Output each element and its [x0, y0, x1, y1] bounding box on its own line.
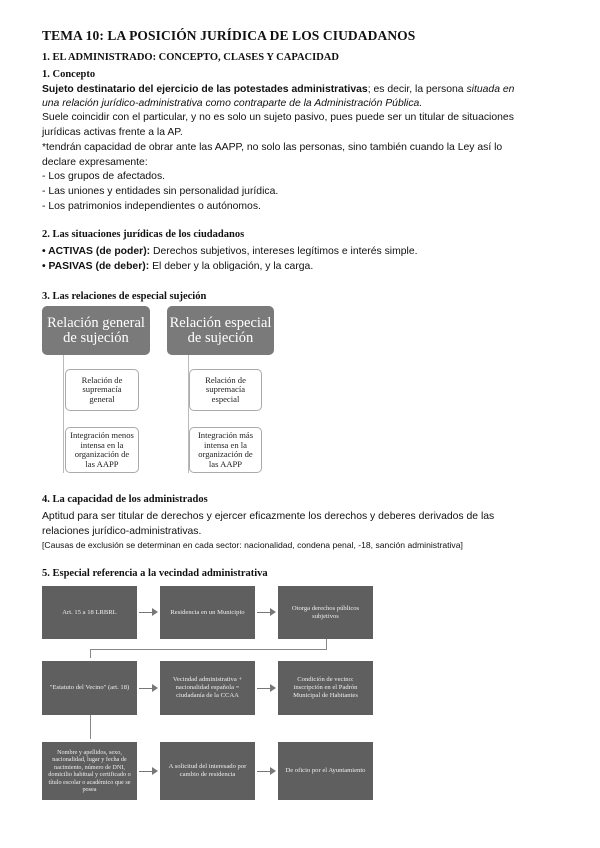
- general-supremacy-box: Relación de supremacía general: [65, 369, 139, 411]
- section-heading-1: 1. EL ADMINISTRADO: CONCEPTO, CLASES Y CAPACIDAD: [42, 52, 339, 63]
- passive-label: • PASIVAS (de deber):: [42, 261, 150, 272]
- active-situations: [42, 244, 418, 259]
- flow-box-citizenship: Vecindad administrativa + nacionalidad española = ciudadanía de la CCAA: [160, 661, 255, 715]
- more-integration-box: Integración más intensa en la organización de las AAPP: [189, 427, 262, 473]
- less-integration-box: Integración menos intensa en la organización de las AAPP: [65, 427, 139, 473]
- flow-box-padron: Condición de vecino: inscripción en el Padrón Municipal de Habitantes: [278, 661, 373, 715]
- active-label: • ACTIVAS (de poder):: [42, 246, 151, 257]
- section-heading-4: 4. La capacidad de los administrados: [42, 494, 208, 505]
- section-heading-5: 5. Especial referencia a la vecindad administrativa: [42, 568, 268, 579]
- flow-box-rights: Otorga derechos públicos subjetivos: [278, 586, 373, 639]
- flow-box-personal-data: Nombre y apellidos, sexo, nacionalidad, lugar y fecha de nacimiento, número de DNI, domicilio habitual y certificado o título escolar o académico que se posea: [42, 742, 137, 800]
- active-text: Derechos subjetivos, intereses legítimos e interés simple.: [150, 246, 418, 257]
- list-item: - Los grupos de afectados.: [42, 171, 166, 182]
- capacity-note: [Causas de exclusión se determinan en cada sector: nacionalidad, condena penal, -18, sanción administrativa]: [42, 540, 463, 550]
- capacity-line-1: Aptitud para ser titular de derechos y ejercer eficazmente los derechos y deberes derivados de las: [42, 511, 495, 522]
- passive-situations: [42, 259, 313, 274]
- concept-line-5: *tendrán capacidad de obrar ante las AAPP, no solo las personas, sino también cuando la Ley así lo: [42, 142, 503, 153]
- general-subjection-box: Relación general de sujeción: [42, 306, 150, 355]
- list-item: - Las uniones y entidades sin personalidad jurídica.: [42, 186, 279, 197]
- page-title: TEMA 10: LA POSICIÓN JURÍDICA DE LOS CIUDADANOS: [42, 28, 416, 43]
- concept-line-4: jurídicas activas frente a la AP.: [42, 127, 183, 138]
- flow-box-ex-officio: De oficio por el Ayuntamiento: [278, 742, 373, 800]
- concept-italic: situada en: [466, 84, 515, 95]
- special-supremacy-box: Relación de supremacía especial: [189, 369, 262, 411]
- special-subjection-box: Relación especial de sujeción: [167, 306, 274, 355]
- capacity-line-2: relaciones jurídico-administrativas.: [42, 526, 202, 537]
- flow-box-residence: Residencia en un Municipio: [160, 586, 255, 639]
- concept-line-3: Suele coincidir con el particular, y no es solo un sujeto pasivo, pues puede ser un titular de situaciones: [42, 112, 514, 123]
- concept-line-6: declare expresamente:: [42, 157, 148, 168]
- section-heading-3: 3. Las relaciones de especial sujeción: [42, 291, 207, 302]
- concept-italic-2: una relación jurídico-administrativa como contraparte de la Administración Pública.: [42, 98, 423, 109]
- concept-rest: ; es decir, la persona: [367, 84, 467, 95]
- concept-bold: Sujeto destinatario del ejercicio de las potestades administrativas: [42, 84, 368, 95]
- flow-box-request: A solicitud del interesado por cambio de residencia: [160, 742, 255, 800]
- flow-box-statute: "Estatuto del Vecino" (art. 18): [42, 661, 137, 715]
- passive-text: El deber y la obligación, y la carga.: [149, 261, 314, 272]
- concept-line-2: [42, 96, 422, 111]
- subheading-concepto: 1. Concepto: [42, 69, 96, 80]
- concept-line-1: [42, 82, 514, 97]
- flow-box-art15: Art. 15 a 18 LRBRL: [42, 586, 137, 639]
- list-item: - Los patrimonios independientes o autónomos.: [42, 201, 261, 212]
- section-heading-2: 2. Las situaciones jurídicas de los ciudadanos: [42, 229, 245, 240]
